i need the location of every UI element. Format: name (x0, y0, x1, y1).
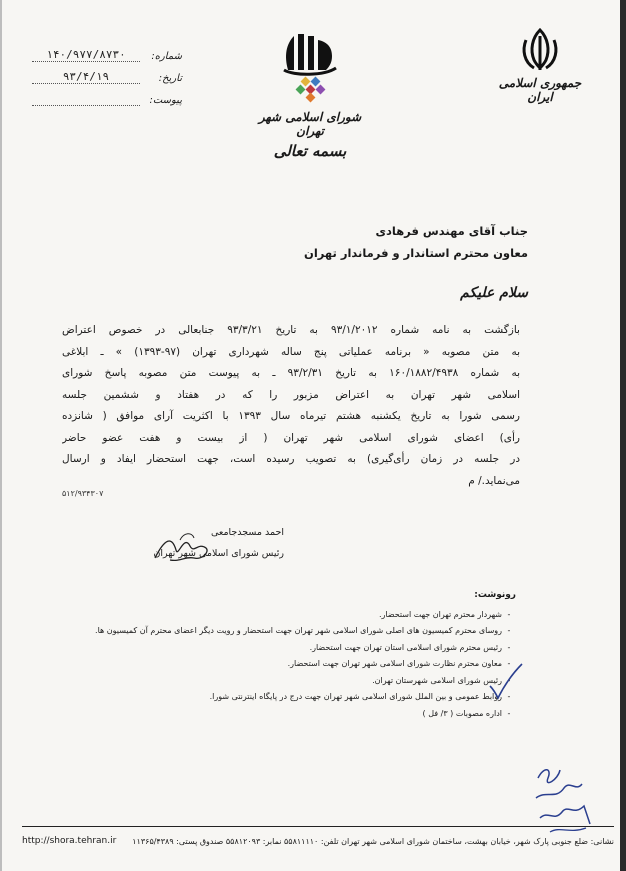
council-logo-icon (274, 26, 346, 104)
meta-date-value: ۹۳/۴/۱۹ (32, 70, 140, 84)
cc-title: رونوشت: (474, 590, 516, 600)
council-logo (250, 26, 370, 160)
country-name: جمهوری اسلامی ایران (498, 76, 582, 104)
iran-emblem-icon (518, 26, 562, 74)
handwritten-note (530, 748, 600, 838)
cc-item: - روسای محترم کمیسیون های اصلی شورای اسلامی شهر تهران جهت استحضار و رویت دیگر اعضای محترم آن کمیسیون ها. (60, 623, 516, 640)
meta-number-label: شماره: (151, 51, 182, 62)
checkmark-icon (486, 660, 526, 702)
letter-meta (32, 40, 182, 106)
cc-item: - روابط عمومی و بین الملل شورای اسلامی شهر تهران جهت درج در پایگاه اینترنتی شورا. (60, 689, 516, 706)
body-line: در جلسه در زمان رأی‌گیری) به تصویب رسیده است، جهت استحضار ایفاد و ارسال (62, 453, 520, 465)
cc-item-text: رئیس محترم شورای اسلامی استان تهران جهت استحضار. (309, 642, 502, 652)
cc-item: - اداره مصوبات ( ۳/ فل ) (60, 705, 516, 722)
meta-date-row (32, 62, 182, 84)
cc-item: - معاون محترم نظارت شورای اسلامی شهر تهران جهت استحضار. (60, 656, 516, 673)
cc-list (60, 590, 516, 722)
cc-item-text: روسای محترم کمیسیون های اصلی شورای اسلامی شهر تهران جهت استحضار و رویت دیگر اعضای محترم آن کمیسیون ها. (95, 626, 502, 636)
cc-item-text: روابط عمومی و بین الملل شورای اسلامی شهر تهران جهت درج در پایگاه اینترنتی شورا. (209, 692, 502, 702)
cc-item-text: شهردار محترم تهران جهت استحضار. (378, 609, 502, 619)
body-line: رسمی شورا به تاریخ یکشنبه هشتم تیرماه سال ۱۳۹۳ با اکثریت آرای موافق ( شانزده (62, 410, 520, 422)
cc-item: - رئیس شورای اسلامی شهرستان تهران. (60, 672, 516, 689)
cc-item: - رئیس محترم شورای اسلامی استان تهران جهت استحضار. (60, 639, 516, 656)
scan-edge-left (0, 0, 2, 871)
salutation: سلام علیکم (460, 285, 528, 301)
cc-item-text: رئیس شورای اسلامی شهرستان تهران. (372, 675, 502, 685)
body-line: به شماره ۱۶۰/۱۸۸۲/۴۹۳۸ به تاریخ ۹۳/۲/۳۱ ـ به پیوست متن مصوبه پاسخ شورای (62, 367, 520, 379)
addressee-title: معاون محترم استاندار و فرماندار تهران (304, 246, 528, 260)
letter-body (62, 320, 520, 492)
footer (22, 836, 614, 846)
reference-number: ۵۱۲/۹۳۴۳۰۷ (62, 489, 104, 498)
footer-url: http://shora.tehran.ir (22, 836, 117, 846)
meta-number-row (32, 40, 182, 62)
meta-attachment-row (32, 84, 182, 106)
signer-title: رئیس شورای اسلامی شهر تهران (153, 548, 284, 559)
handwritten-signature (150, 528, 220, 568)
footer-divider (22, 826, 614, 827)
cc-item: - شهردار محترم تهران جهت استحضار. (60, 606, 516, 623)
body-line: می‌نماید./ م (468, 474, 520, 487)
body-line: اسلامی شهر تهران به اعتراض مزبور را که در هفتاد و ششمین جلسه (62, 388, 520, 401)
basmala: بسمه تعالی (273, 142, 347, 160)
meta-date-label: تاریخ: (158, 73, 182, 84)
signer-name: احمد مسجدجامعی (210, 527, 284, 538)
addressee (304, 220, 528, 264)
meta-attachment-value (32, 105, 140, 106)
body-line: رأی) اعضای شورای اسلامی شهر تهران ( از بیست و هفت عضو حاضر (62, 431, 520, 444)
body-line: بازگشت به نامه شماره ۹۳/۱/۲۰۱۲ به تاریخ ۹۳/۳/۲۱ جنابعالی در خصوص اعتراض (62, 324, 520, 336)
meta-number-value: ۱۴۰/۹۷۷/۸۷۳۰ (32, 48, 140, 62)
meta-attachment-label: پیوست: (149, 95, 182, 106)
body-line: به متن مصوبه « برنامه عملیاتی پنج ساله شهرداری تهران (۹۷-۱۳۹۳) » ـ ابلاغی (62, 345, 520, 358)
footer-address: نشانی: ضلع جنوبی پارک شهر، خیابان بهشت، ساختمان شورای اسلامی شهر تهران تلفن: ۵۵۸۱۱۱۱۰ نمابر: ۵۵۸۱۲۰۹۳ صندوق پستی: ۱۱۳۶۵/۴۳۸۹ (132, 836, 614, 846)
cc-item-text: اداره مصوبات ( ۳/ فل ) (422, 708, 502, 718)
addressee-name: جناب آقای مهندس فرهادی (375, 224, 528, 238)
council-name: شورای اسلامی شهر تهران (258, 110, 362, 138)
iran-emblem (494, 26, 586, 104)
scan-edge (620, 0, 626, 871)
cc-item-text: معاون محترم نظارت شورای اسلامی شهر تهران جهت استحضار. (287, 659, 502, 669)
